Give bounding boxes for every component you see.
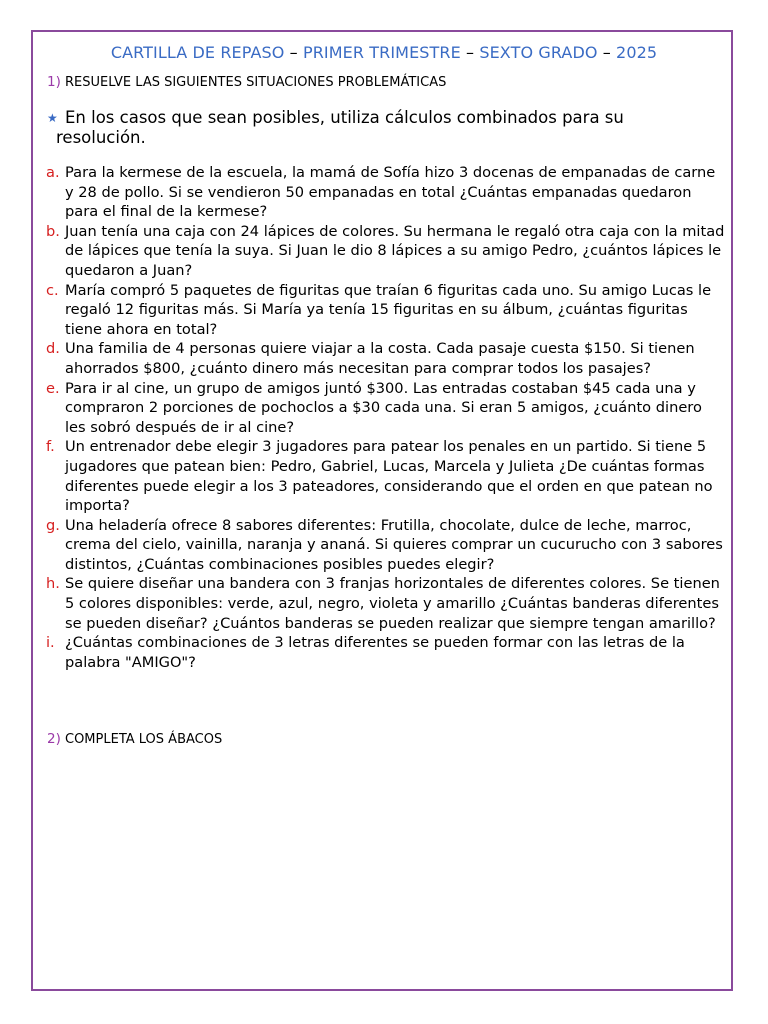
item-text: Juan tenía una caja con 24 lápices de colores. Su hermana le regaló otra caja con la mitad de lápices que tenía la suya. Si Juan le dio 8 lápices a su amigo Pedro, ¿cuántos lápices le quedaron a Juan? xyxy=(65,222,725,279)
problem-item xyxy=(46,163,726,222)
note-line-2: resolución. xyxy=(56,128,146,147)
section-title: COMPLETA LOS ÁBACOS xyxy=(65,732,223,747)
problem-item xyxy=(46,339,726,378)
item-letter: b. xyxy=(46,222,60,240)
star-icon: ★ xyxy=(47,111,58,125)
instruction-note xyxy=(47,108,727,148)
problem-item xyxy=(46,379,726,438)
item-letter: a. xyxy=(46,164,60,181)
problem-item xyxy=(46,222,726,281)
title-part-grado: SEXTO GRADO xyxy=(479,43,598,62)
title-separator: – xyxy=(289,43,298,62)
title-part-trimestre: PRIMER TRIMESTRE xyxy=(302,43,461,62)
problem-item xyxy=(46,281,726,340)
item-text: Para la kermese de la escuela, la mamá de Sofía hizo 3 docenas de empanadas de carne y 28 de pollo. Si se vendieron 50 empanadas en total ¿Cuántas empanadas quedaron para el final de la kermese? xyxy=(65,164,716,221)
title-part-cartilla: CARTILLA DE REPASO xyxy=(110,43,285,62)
title-part-year: 2025 xyxy=(616,43,658,62)
item-text: Se quiere diseñar una bandera con 3 franjas horizontales de diferentes colores. Se tienen 5 colores disponibles: verde, azul, negro, violeta y amarillo ¿Cuántas banderas diferentes se pueden diseñar? ¿Cuántos banderas se pueden realizar que siempre tengan amarillo? xyxy=(65,575,720,632)
section-2-heading xyxy=(47,731,222,747)
title-separator: – xyxy=(602,43,611,62)
item-letter: g. xyxy=(46,516,60,534)
item-text: Para ir al cine, un grupo de amigos juntó $300. Las entradas costaban $45 cada una y compraron 2 porciones de pochoclos a $30 cada una. Si eran 5 amigos, ¿cuánto dinero les sobró después de ir al cine? xyxy=(65,379,702,436)
item-text: ¿Cuántas combinaciones de 3 letras diferentes se pueden formar con las letras de la palabra "AMIGO"? xyxy=(65,634,685,671)
item-letter: e. xyxy=(46,379,60,397)
section-1-heading xyxy=(47,74,446,90)
section-number: 1) xyxy=(47,74,61,90)
section-number: 2) xyxy=(47,731,61,747)
item-text: María compró 5 paquetes de figuritas que traían 6 figuritas cada uno. Su amigo Lucas le regaló 12 figuritas más. Si María ya tenía 15 figuritas en su álbum, ¿cuántas figuritas tiene ahora en total? xyxy=(65,281,712,338)
problem-item xyxy=(46,516,726,575)
item-letter: h. xyxy=(46,575,60,593)
problem-list xyxy=(46,163,726,672)
note-line-1: En los casos que sean posibles, utiliza cálculos combinados para su xyxy=(65,108,624,127)
item-letter: f. xyxy=(46,438,55,456)
section-title: RESUELVE LAS SIGUIENTES SITUACIONES PROBLEMÁTICAS xyxy=(65,75,447,90)
item-text: Una familia de 4 personas quiere viajar a la costa. Cada pasaje cuesta $150. Si tienen ahorrados $800, ¿cuánto dinero más necesitan para comprar todos los pasajes? xyxy=(65,340,695,377)
page-title xyxy=(0,43,768,62)
problem-item xyxy=(46,437,726,515)
item-letter: c. xyxy=(46,281,59,299)
title-separator: – xyxy=(466,43,475,62)
problem-item xyxy=(46,633,726,672)
item-letter: d. xyxy=(46,340,60,358)
item-letter: i. xyxy=(46,634,55,652)
item-text: Un entrenador debe elegir 3 jugadores para patear los penales en un partido. Si tiene 5 jugadores que patean bien: Pedro, Gabriel, Lucas, Marcela y Julieta ¿De cuántas formas diferentes puede elegir a los 3 pateadores, considerando que el orden en que patean no importa? xyxy=(65,438,713,515)
problem-item xyxy=(46,574,726,633)
item-text: Una heladería ofrece 8 sabores diferentes: Frutilla, chocolate, dulce de leche, marroc, crema del cielo, vainilla, naranja y ananá. Si quieres comprar un cucurucho con 3 sabores distintos, ¿Cuántas combinaciones posibles puedes elegir? xyxy=(65,516,723,573)
